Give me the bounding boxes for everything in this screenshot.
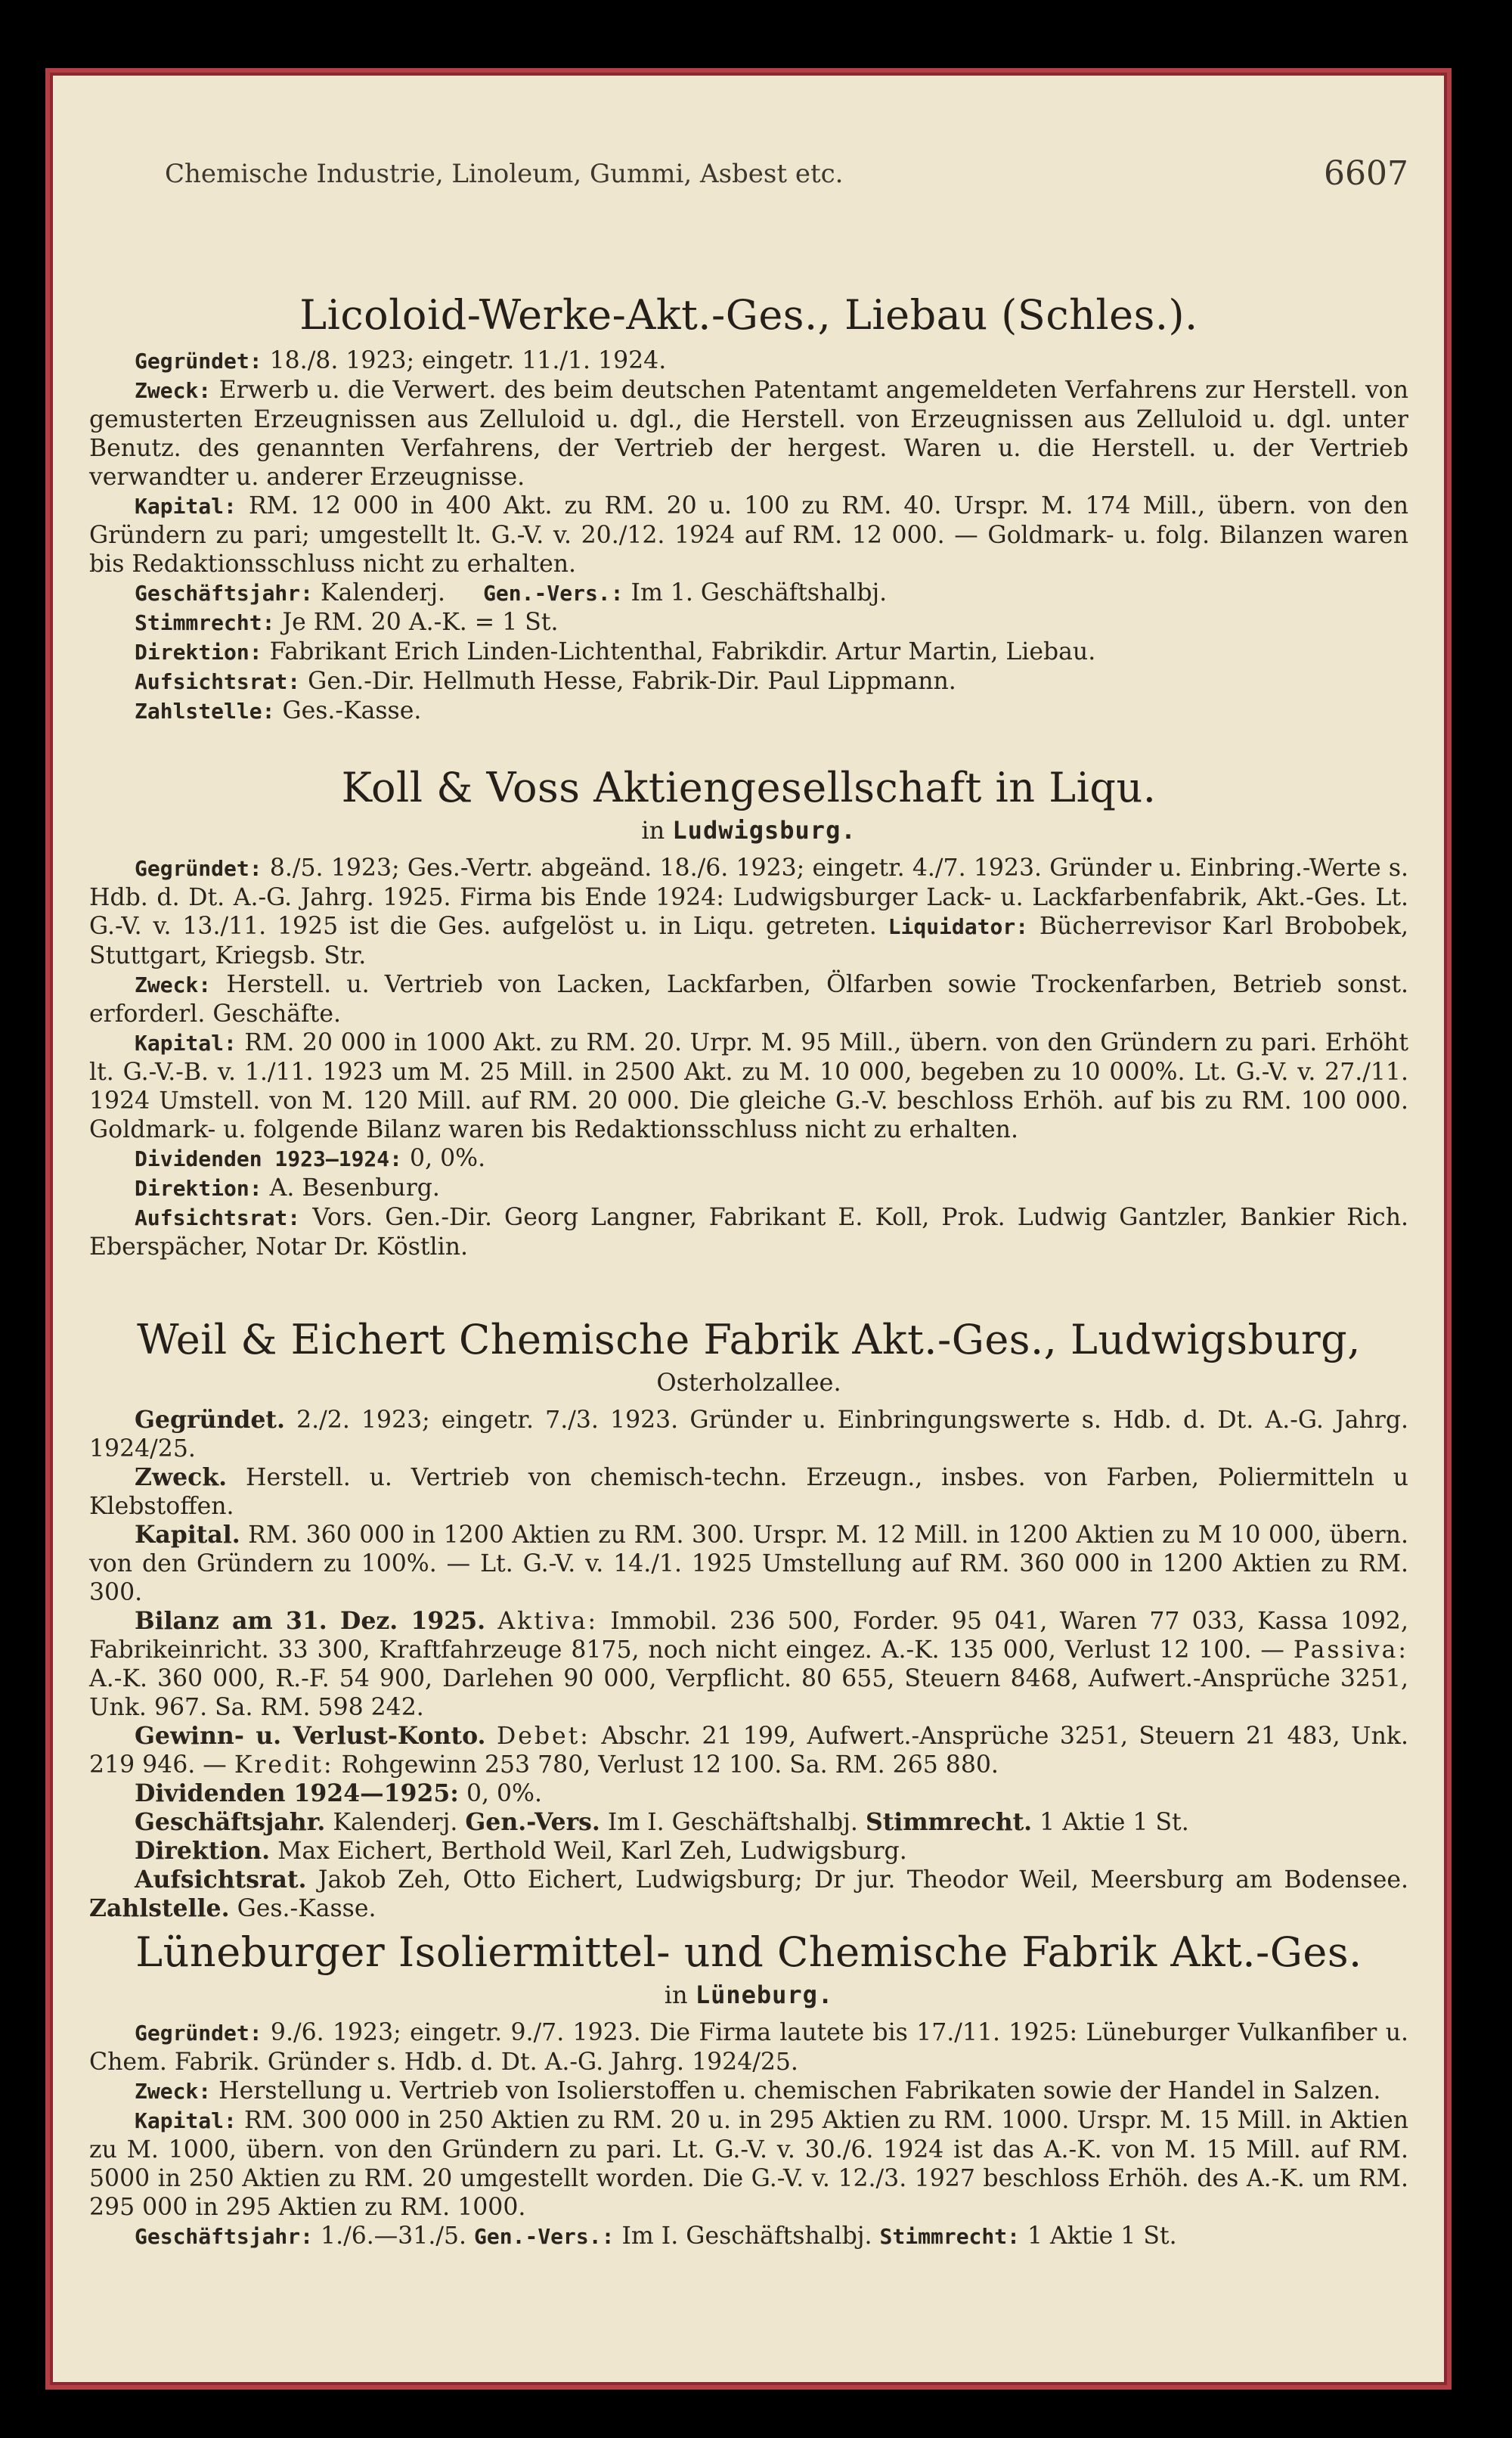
running-title: Chemische Industrie, Linoleum, Gummi, Asbest etc. <box>165 159 844 189</box>
page-header <box>89 154 1408 204</box>
zahlstelle-line: Zahlstelle: Ges.-Kasse. <box>135 697 422 724</box>
page-number: 6607 <box>1324 154 1408 193</box>
gegruendet-line: Gegründet: 8./5. 1923; Ges.-Vertr. abgeänd. 18./6. 1923; eingetr. 4./7. 1923. Gründer u. Einbring.-Werte s. Hdb. d. Dt. A.-G. Jahrg. 1925. Firma bis Ende 1924: Ludwigsburger Lack- u. Lackfarbenfabrik, Akt.-Ges. Lt. G.-V. v. 13./11. 1925 ist die Ges. aufgelöst u. in Liqu. getreten. Liquidator: Bücherrevisor Karl Brobobek, Stuttgart, Kriegsb. Str. <box>89 855 1409 969</box>
kapital-line: Kapital. RM. 360 000 in 1200 Aktien zu RM. 300. Urspr. M. 12 Mill. in 1200 Aktien zu M 10 000, übern. von den Gründern zu 100%. — Lt. G.-V. v. 14./1. 1925 Umstellung auf RM. 360 000 in 1200 Aktien zu RM. 300. <box>89 1521 1408 1606</box>
aufsichtsrat-line: Aufsichtsrat. Jakob Zeh, Otto Eichert, Ludwigsburg; Dr jur. Theodor Weil, Meersburg am Bodensee. Zahlstelle. Ges.-Kasse. <box>89 1866 1409 1922</box>
geschaeftsjahr-line: Geschäftsjahr: 1./6.—31./5. Gen.-Vers.: Im I. Geschäftshalbj. Stimmrecht: 1 Aktie 1 St. <box>135 2222 1177 2250</box>
entry-title: Weil & Eichert Chemische Fabrik Akt.-Ges., Ludwigsburg, <box>137 1316 1361 1363</box>
direktion-line: Direktion: A. Besenburg. <box>135 1174 440 1202</box>
zweck-line: Zweck: Herstell. u. Vertrieb von Lacken, Lackfarben, Ölfarben sowie Trockenfarben, Betrieb sonst. erforderl. Geschäfte. <box>89 971 1409 1028</box>
entry-location: Osterholzallee. <box>656 1368 841 1397</box>
dividenden-line: Dividenden 1923—1924: 0, 0%. <box>135 1145 486 1172</box>
entry-title: Koll & Voss Aktiengesellschaft in Liqu. <box>341 764 1157 811</box>
zweck-line: Zweck. Herstell. u. Vertrieb von chemisch-techn. Erzeugn., insbes. von Farben, Poliermitteln u Klebstoffen. <box>89 1463 1408 1520</box>
dividenden-line: Dividenden 1924—1925: 0, 0%. <box>135 1779 543 1807</box>
entry-title: Licoloid-Werke-Akt.-Ges., Liebau (Schles.). <box>299 291 1198 339</box>
entry-koll-voss <box>89 764 1408 1261</box>
geschaeftsjahr-line: Geschäftsjahr. Kalenderj. Gen.-Vers. Im I. Geschäftshalbj. Stimmrecht. 1 Aktie 1 St. <box>135 1808 1189 1836</box>
zweck-line: Zweck: Herstellung u. Vertrieb von Isolierstoffen u. chemischen Fabrikaten sowie der Handel in Salzen. <box>135 2077 1381 2105</box>
direktion-line: Direktion. Max Eichert, Berthold Weil, Karl Zeh, Ludwigsburg. <box>135 1837 907 1865</box>
aufsichtsrat-line: Aufsichtsrat: Gen.-Dir. Hellmuth Hesse, Fabrik-Dir. Paul Lippmann. <box>135 668 956 695</box>
kapital-line: Kapital: RM. 20 000 in 1000 Akt. zu RM. 20. Urpr. M. 95 Mill., übern. von den Gründern zu pari. Erhöht lt. G.-V.-B. v. 1./11. 1923 um M. 25 Mill. in 2500 Akt. zu M. 10 000, begeben zu 10 000%. Lt. G.-V. v. 27./11. 1924 Umstell. von M. 120 Mill. auf RM. 20 000. Die gleiche G.-V. beschloss Erhöh. auf bis zu RM. 100 000. Goldmark- u. folgende Bilanz waren bis Redaktionsschluss nicht zu erhalten. <box>89 1029 1409 1143</box>
kapital-line: Kapital: RM. 12 000 in 400 Akt. zu RM. 20 u. 100 zu RM. 40. Urspr. M. 174 Mill., übern. von den Gründern zu pari; umgestellt lt. G.-V. v. 20./12. 1924 auf RM. 12 000. — Goldmark- u. folg. Bilanzen waren bis Redaktionsschluss nicht zu erhalten. <box>89 492 1408 578</box>
entry-title: Lüneburger Isoliermittel- und Chemische Fabrik Akt.-Ges. <box>135 1928 1362 1976</box>
direktion-line: Direktion: Fabrikant Erich Linden-Lichtenthal, Fabrikdir. Artur Martin, Liebau. <box>135 638 1096 665</box>
entry-location: in Ludwigsburg. <box>641 816 857 845</box>
entry-lueneburger <box>89 1928 1408 2251</box>
stimmrecht-line: Stimmrecht: Je RM. 20 A.-K. = 1 St. <box>135 609 559 636</box>
entry-location: in Lüneburg. <box>664 1980 834 2009</box>
aufsichtsrat-line: Aufsichtsrat: Vors. Gen.-Dir. Georg Langner, Fabrikant E. Koll, Prok. Ludwig Gantzler, Bankier Rich. Eberspächer, Notar Dr. Köstlin. <box>89 1204 1408 1261</box>
guv-line: Gewinn- u. Verlust-Konto. Debet: Abschr. 21 199, Aufwert.-Ansprüche 3251, Steuern 21 483, Unk. 219 946. — Kredit: Rohgewinn 253 780, Verlust 12 100. Sa. RM. 265 880. <box>89 1722 1408 1779</box>
entry-licoloid <box>89 291 1408 726</box>
entry-weil-eichert <box>89 1316 1408 1923</box>
book-page <box>45 68 1452 2390</box>
gegruendet-line: Gegründet: 18./8. 1923; eingetr. 11./1. 1924. <box>135 347 667 374</box>
gegruendet-line: Gegründet: 9./6. 1923; eingetr. 9./7. 1923. Die Firma lautete bis 17./11. 1925: Lüneburger Vulkanfiber u. Chem. Fabrik. Gründer s. Hdb. d. Dt. A.-G. Jahrg. 1924/25. <box>89 2019 1408 2076</box>
kapital-line: Kapital: RM. 300 000 in 250 Aktien zu RM. 20 u. in 295 Aktien zu RM. 1000. Urspr. M. 15 Mill. in Aktien zu M. 1000, übern. von den Gründern zu pari. Lt. G.-V. v. 30./6. 1924 ist das A.-K. von M. 15 Mill. auf RM. 5000 in 250 Aktien zu RM. 20 umgestellt worden. Die G.-V. v. 12./3. 1927 beschloss Erhöh. des A.-K. um RM. 295 000 in 295 Aktien zu RM. 1000. <box>89 2107 1409 2221</box>
geschaeftsjahr-line: Geschäftsjahr: Kalenderj. Gen.-Vers.: Im 1. Geschäftshalbj. <box>135 579 888 606</box>
zweck-line: Zweck: Erwerb u. die Verwert. des beim deutschen Patentamt angemeldeten Verfahrens zur Herstell. von gemusterten Erzeugnissen aus Zelluloid u. dgl., die Herstell. von Erzeugnissen aus Zelluloid u. dgl. unter Benutz. des genannten Verfahrens, der Vertrieb der hergest. Waren u. die Herstell. u. der Vertrieb verwandter u. anderer Erzeugnisse. <box>89 377 1408 491</box>
bilanz-line: Bilanz am 31. Dez. 1925. Aktiva: Immobil. 236 500, Forder. 95 041, Waren 77 033, Kassa 1092, Fabrikeinricht. 33 300, Kraftfahrzeuge 8175, noch nicht eingez. A.-K. 135 000, Verlust 12 100. — Passiva: A.-K. 360 000, R.-F. 54 900, Darlehen 90 000, Verpflicht. 80 655, Steuern 8468, Aufwert.-Ansprüche 3251, Unk. 967. Sa. RM. 598 242. <box>89 1607 1408 1721</box>
gegruendet-line: Gegründet. 2./2. 1923; eingetr. 7./3. 1923. Gründer u. Einbringungswerte s. Hdb. d. Dt. A.-G. Jahrg. 1924/25. <box>89 1406 1408 1462</box>
